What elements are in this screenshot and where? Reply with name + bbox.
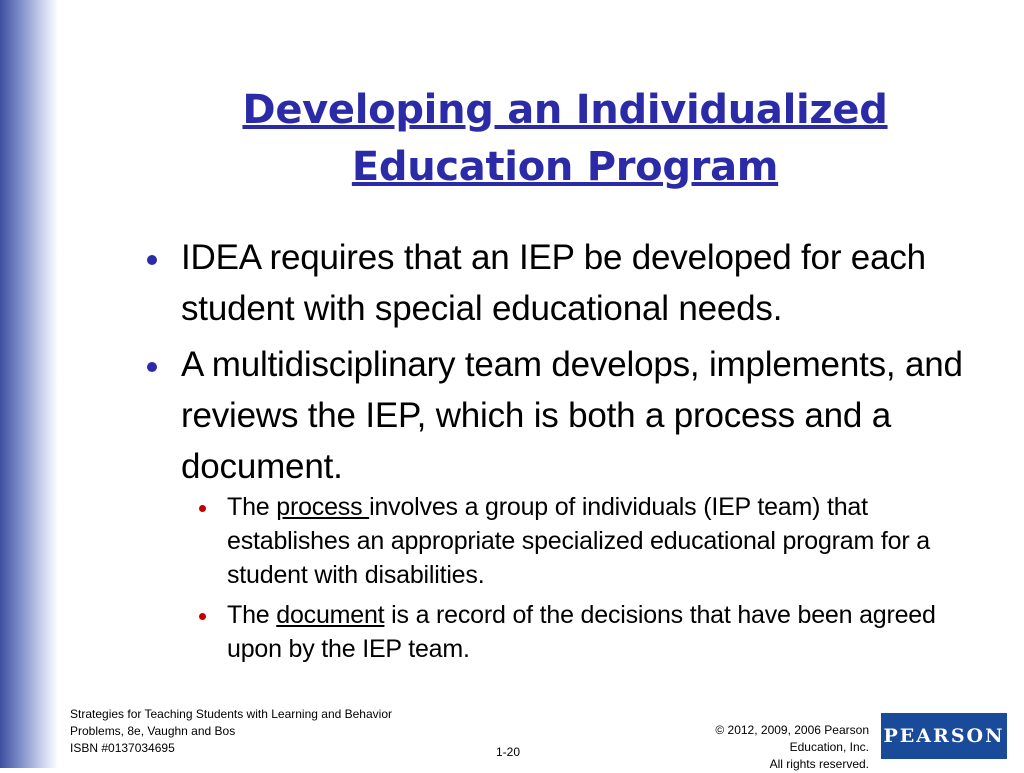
bullet-item	[138, 232, 1008, 334]
slide-title	[170, 82, 960, 196]
sub-bullet-dot-icon	[199, 613, 206, 620]
footer-book-edition: Problems, 8e, Vaughn and Bos	[70, 724, 236, 738]
sub-bullet-item	[190, 490, 990, 592]
bullet-item	[138, 339, 1008, 492]
main-bullet-list	[138, 232, 1008, 497]
footer-isbn: ISBN #0137034695	[70, 741, 175, 755]
page-number: 1-20	[496, 745, 521, 759]
footer-copyright	[639, 722, 869, 773]
footer-book-title: Strategies for Teaching Students with Learning and Behavior	[70, 707, 392, 721]
copyright-line-3: All rights reserved.	[769, 757, 869, 771]
footer-citation	[70, 706, 490, 757]
copyright-line-1: © 2012, 2009, 2006 Pearson	[715, 723, 869, 737]
bullet-dot-icon	[147, 255, 157, 265]
sub-bullet-prefix: The	[227, 493, 277, 521]
sub-bullet-text: involves a group of individuals (IEP team) that establishes an appropriate specialized educational program for a student with disabilities.	[227, 493, 930, 589]
bullet-dot-icon	[147, 362, 157, 372]
bullet-text: IDEA requires that an IEP be developed for each student with special educational needs.	[181, 238, 926, 328]
underlined-term-document: document	[276, 601, 385, 629]
sub-bullet-item	[190, 598, 990, 666]
sub-bullet-list	[190, 490, 990, 672]
title-line-1: Developing an Individualized	[242, 87, 888, 133]
sub-bullet-prefix: The	[227, 601, 277, 629]
sub-bullet-dot-icon	[199, 505, 206, 512]
underlined-term-process: process	[276, 493, 370, 521]
sub-bullet-text: is a record of the decisions that have been agreed upon by the IEP team.	[227, 601, 936, 663]
title-line-2: Education Program	[351, 144, 779, 190]
copyright-line-2: Education, Inc.	[789, 740, 869, 754]
bullet-text: A multidisciplinary team develops, implements, and reviews the IEP, which is both a process and a document.	[181, 345, 963, 486]
pearson-logo: PEARSON	[881, 713, 1007, 759]
gradient-sidebar	[0, 0, 58, 768]
